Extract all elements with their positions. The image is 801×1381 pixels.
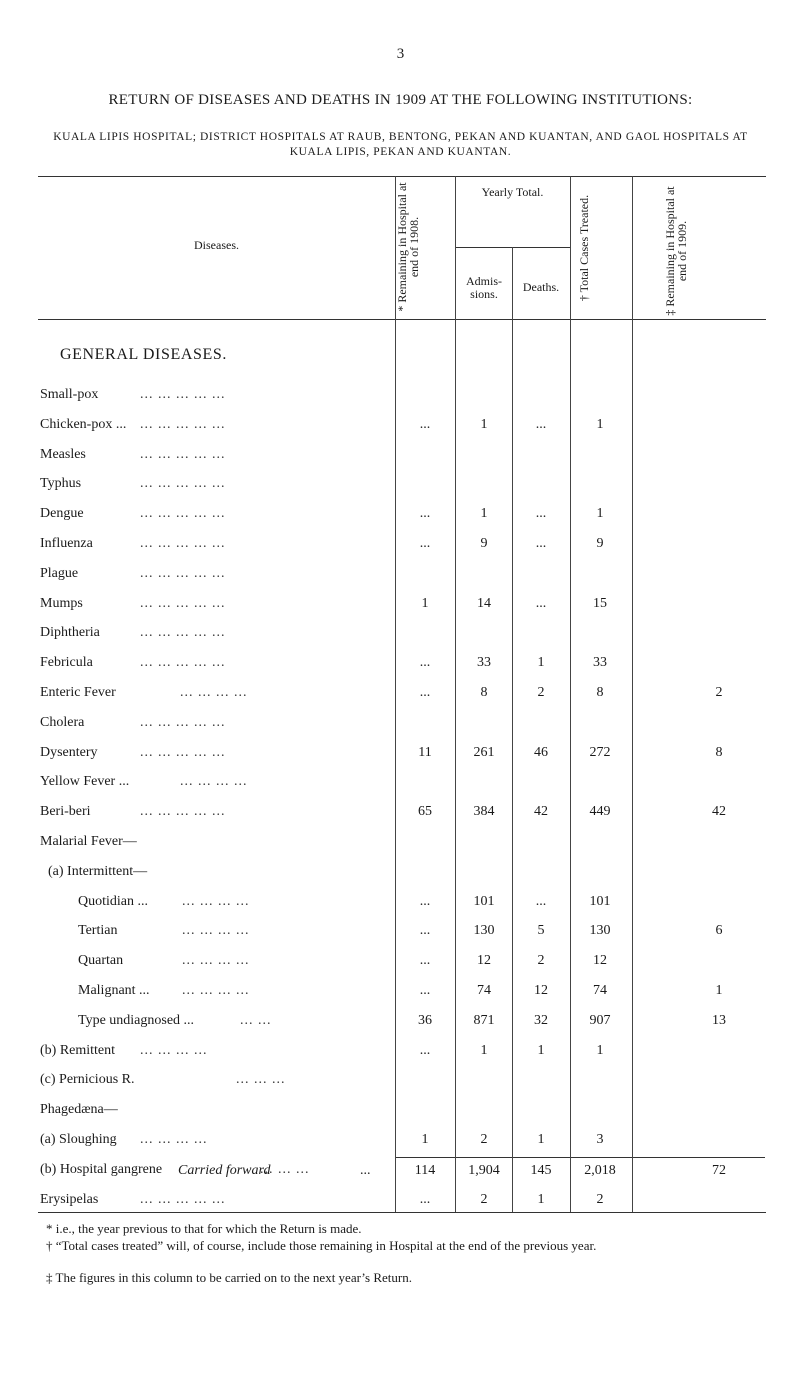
- disease-label: Dysentery: [40, 745, 98, 760]
- cell-treated: 1: [596, 1043, 604, 1058]
- header-yearly-total: Yearly Total.: [481, 185, 544, 199]
- leader-dots: ... ... ... ... ...: [140, 625, 226, 640]
- cell-deaths: ...: [535, 536, 547, 551]
- cell-admissions: 74: [477, 983, 491, 998]
- cell-rem1908: ...: [419, 923, 431, 938]
- leader-dots: ... ...: [240, 1013, 272, 1028]
- table-row: [0, 894, 801, 914]
- disease-label: Measles: [40, 447, 86, 462]
- cell-deaths: 2: [537, 953, 545, 968]
- table-row: [0, 864, 801, 884]
- cell-rem1908: 1: [421, 596, 429, 611]
- table-row: [0, 715, 801, 735]
- cell-rem1909: 6: [715, 923, 723, 938]
- leader-dots: ... ... ...: [236, 1072, 286, 1087]
- cell-admissions: 384: [473, 804, 495, 819]
- cell-rem1909: 1: [715, 983, 723, 998]
- cell-rem1908: ...: [419, 417, 431, 432]
- cell-treated: 130: [589, 923, 611, 938]
- disease-label: (a) Sloughing: [40, 1132, 117, 1147]
- leader-dots: ... ... ... ... ...: [140, 1192, 226, 1207]
- cell-admissions: 101: [473, 894, 495, 909]
- disease-label: (b) Hospital gangrene: [40, 1162, 163, 1177]
- leader-dots: ... ... ... ...: [180, 685, 248, 700]
- carried-forward-label: Carried forward: [178, 1163, 271, 1178]
- cell-rem1908: ...: [419, 506, 431, 521]
- disease-label: Yellow Fever ...: [40, 774, 130, 789]
- carried-forward-admissions: 1,904: [468, 1163, 500, 1178]
- cell-deaths: ...: [535, 506, 547, 521]
- page-number: 3: [396, 46, 405, 62]
- cell-deaths: 12: [534, 983, 548, 998]
- cell-rem1908: ...: [419, 536, 431, 551]
- cell-treated: 2: [596, 1192, 604, 1207]
- header-remaining-1908: * Remaining in Hospital at end of 1908.: [395, 182, 421, 312]
- cell-treated: 74: [593, 983, 607, 998]
- disease-label: (b) Remittent: [40, 1043, 116, 1058]
- cell-treated: 1: [596, 417, 604, 432]
- header-bottom-rule: [38, 319, 766, 320]
- cell-rem1909: 2: [715, 685, 723, 700]
- carried-forward-row: [0, 1163, 801, 1183]
- header-admissions: Admis-sions.: [466, 274, 502, 301]
- cell-deaths: 1: [537, 1192, 545, 1207]
- table-row: [0, 1072, 801, 1092]
- leader-dots: ... ... ... ... ...: [140, 655, 226, 670]
- header-total-treated: † Total Cases Treated.: [577, 194, 591, 302]
- cell-rem1908: ...: [419, 1192, 431, 1207]
- cell-rem1909: 13: [712, 1013, 726, 1028]
- disease-label: Enteric Fever: [40, 685, 116, 700]
- table-row: [0, 774, 801, 794]
- document-subtitle: KUALA LIPIS HOSPITAL; DISTRICT HOSPITALS AT RAUB, BENTONG, PEKAN AND KUANTAN, AND GAOL HOSPITALS AT KUALA LIPIS, PEKAN AND KUANTAN.: [53, 131, 748, 158]
- disease-label: Malarial Fever—: [40, 834, 137, 849]
- table-row: [0, 476, 801, 496]
- disease-label: Phagedæna—: [40, 1102, 118, 1117]
- table-row: [0, 983, 801, 1003]
- cell-rem1908: ...: [419, 953, 431, 968]
- cell-rem1909: 8: [715, 745, 723, 760]
- table-row: [0, 655, 801, 675]
- table-row: [0, 834, 801, 854]
- cell-treated: 8: [596, 685, 604, 700]
- cell-rem1908: 11: [418, 745, 432, 760]
- table-row: [0, 1192, 801, 1212]
- table-row: [0, 1132, 801, 1152]
- header-remaining-1909: ‡ Remaining in Hospital at end of 1909.: [663, 186, 689, 316]
- disease-label: Erysipelas: [40, 1192, 99, 1207]
- leader-dots: ... ... ... ... ...: [140, 536, 226, 551]
- carried-forward-treated: 2,018: [584, 1163, 616, 1178]
- cell-rem1908: ...: [419, 894, 431, 909]
- leader-dots: ... ... ... ... ...: [140, 596, 226, 611]
- cell-rem1908: 36: [418, 1013, 432, 1028]
- cell-rem1908: 1: [421, 1132, 429, 1147]
- table-row: [0, 1043, 801, 1063]
- footnote-3: ‡ The figures in this column to be carried on to the next year’s Return.: [46, 1270, 412, 1285]
- cell-deaths: 42: [534, 804, 548, 819]
- disease-label: Tertian: [78, 923, 118, 938]
- cell-admissions: 12: [477, 953, 491, 968]
- disease-label: Diphtheria: [40, 625, 100, 640]
- cell-rem1908: ...: [419, 1043, 431, 1058]
- cell-rem1908: ...: [419, 655, 431, 670]
- table-row: [0, 387, 801, 407]
- table-row: [0, 417, 801, 437]
- carried-forward-rem1909: 72: [712, 1163, 726, 1178]
- disease-label: Chicken-pox ...: [40, 417, 127, 432]
- cell-admissions: 1: [480, 506, 488, 521]
- disease-label: (a) Intermittent—: [48, 864, 148, 879]
- table-bottom-rule: [38, 1212, 766, 1213]
- cell-deaths: ...: [535, 894, 547, 909]
- table-row: [0, 625, 801, 645]
- disease-label: Influenza: [40, 536, 93, 551]
- cell-treated: 449: [589, 804, 611, 819]
- cell-treated: 1: [596, 506, 604, 521]
- cell-treated: 12: [593, 953, 607, 968]
- leader-dots: ... ... ... ...: [140, 1132, 208, 1147]
- header-deaths: Deaths.: [522, 280, 560, 294]
- cell-deaths: 1: [537, 655, 545, 670]
- cell-rem1909: 42: [712, 804, 726, 819]
- disease-label: Type undiagnosed ...: [78, 1013, 195, 1028]
- disease-label: Quotidian ...: [78, 894, 148, 909]
- leader-dots: ... ... ... ... ...: [140, 447, 226, 462]
- document-title: RETURN OF DISEASES AND DEATHS IN 1909 AT THE FOLLOWING INSTITUTIONS:: [108, 92, 693, 108]
- cell-treated: 101: [589, 894, 611, 909]
- cell-admissions: 2: [480, 1192, 488, 1207]
- footnote-1: * i.e., the year previous to that for which the Return is made.: [46, 1221, 362, 1236]
- table-row: [0, 923, 801, 943]
- cell-deaths: 1: [537, 1132, 545, 1147]
- disease-label: Malignant ...: [78, 983, 150, 998]
- table-row: [0, 1102, 801, 1122]
- table-row: [0, 1013, 801, 1033]
- disease-label: Febricula: [40, 655, 93, 670]
- cell-deaths: 46: [534, 745, 548, 760]
- disease-label: Dengue: [40, 506, 84, 521]
- cell-deaths: 5: [537, 923, 545, 938]
- disease-label: Mumps: [40, 596, 83, 611]
- cell-treated: 907: [589, 1013, 611, 1028]
- cell-treated: 15: [593, 596, 607, 611]
- cell-rem1908: ...: [419, 983, 431, 998]
- table-row: [0, 447, 801, 467]
- leader-dots: ... ... ... ...: [140, 1043, 208, 1058]
- cell-deaths: ...: [535, 596, 547, 611]
- cell-treated: 33: [593, 655, 607, 670]
- leader-dots: ... ... ...: [260, 1162, 310, 1177]
- leader-dots: ... ... ... ... ...: [140, 804, 226, 819]
- carried-forward-deaths: 145: [530, 1163, 552, 1178]
- leader-dots: ... ... ... ...: [180, 774, 248, 789]
- cell-admissions: 130: [473, 923, 495, 938]
- cell-admissions: 9: [480, 536, 488, 551]
- disease-label: (c) Pernicious R.: [40, 1072, 135, 1087]
- disease-label: Cholera: [40, 715, 85, 730]
- cell-admissions: 1: [480, 417, 488, 432]
- cell-admissions: 8: [480, 685, 488, 700]
- cell-rem1908: 65: [418, 804, 432, 819]
- table-row: [0, 536, 801, 556]
- cell-admissions: 1: [480, 1043, 488, 1058]
- table-row: [0, 745, 801, 765]
- table-row: [0, 566, 801, 586]
- leader-dots: ... ... ... ... ...: [140, 715, 226, 730]
- cell-treated: 272: [589, 745, 611, 760]
- leader-dots: ... ... ... ...: [182, 923, 250, 938]
- carried-forward-rem1908: 114: [414, 1163, 436, 1178]
- leader-dots: ... ... ... ... ...: [140, 745, 226, 760]
- cell-deaths: ...: [535, 417, 547, 432]
- cell-treated: 3: [596, 1132, 604, 1147]
- disease-label: Quartan: [78, 953, 124, 968]
- footnote-2: † “Total cases treated” will, of course, include those remaining in Hospital at the end of the previous year.: [46, 1238, 597, 1253]
- cell-admissions: 14: [477, 596, 491, 611]
- disease-label: Plague: [40, 566, 79, 581]
- table-row: [0, 804, 801, 824]
- leader-dots: ... ... ... ... ...: [140, 506, 226, 521]
- cell-admissions: 261: [473, 745, 495, 760]
- disease-label: Beri-beri: [40, 804, 91, 819]
- carried-forward-dots: ...: [360, 1163, 371, 1178]
- leader-dots: ... ... ... ... ...: [140, 417, 226, 432]
- leader-dots: ... ... ... ...: [182, 894, 250, 909]
- cell-admissions: 33: [477, 655, 491, 670]
- cell-deaths: 2: [537, 685, 545, 700]
- table-row: [0, 685, 801, 705]
- cell-deaths: 1: [537, 1043, 545, 1058]
- header-diseases: Diseases.: [194, 238, 239, 252]
- table-row: [0, 953, 801, 973]
- leader-dots: ... ... ... ...: [182, 983, 250, 998]
- totals-rule: [395, 1157, 765, 1158]
- table-row: [0, 506, 801, 526]
- cell-admissions: 2: [480, 1132, 488, 1147]
- cell-admissions: 871: [473, 1013, 495, 1028]
- cell-deaths: 32: [534, 1013, 548, 1028]
- leader-dots: ... ... ... ... ...: [140, 566, 226, 581]
- leader-dots: ... ... ... ... ...: [140, 387, 226, 402]
- leader-dots: ... ... ... ...: [182, 953, 250, 968]
- cell-rem1908: ...: [419, 685, 431, 700]
- disease-label: Typhus: [40, 476, 82, 491]
- disease-label: Small-pox: [40, 387, 99, 402]
- section-general-diseases: GENERAL DISEASES.: [60, 346, 227, 363]
- leader-dots: ... ... ... ... ...: [140, 476, 226, 491]
- cell-treated: 9: [596, 536, 604, 551]
- table-row: [0, 596, 801, 616]
